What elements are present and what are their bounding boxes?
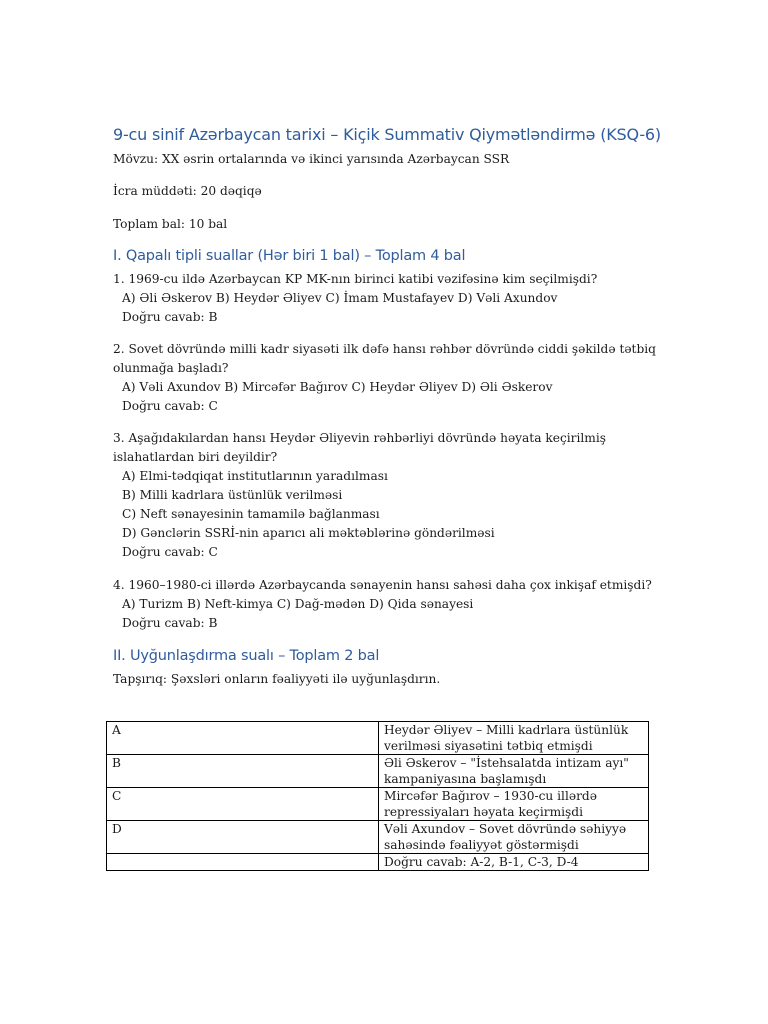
table-cell-right xyxy=(379,722,649,755)
table-cell-right xyxy=(379,821,649,854)
q3-option-b: B) Milli kadrlara üstünlük verilməsi xyxy=(122,488,343,502)
duration-line: İcra müddəti: 20 dəqiqə xyxy=(113,184,262,198)
table-cell-right xyxy=(379,788,649,821)
cell-line: kampaniyasına başlamışdı xyxy=(384,772,547,786)
table-row xyxy=(107,788,649,821)
table-row xyxy=(107,722,649,755)
q2-options: A) Vəli Axundov B) Mircəfər Bağırov C) Heydər Əliyev D) Əli Əskerov xyxy=(122,380,553,394)
q4-options: A) Turizm B) Neft-kimya C) Dağ-mədən D) Qida sənayesi xyxy=(122,597,474,611)
matching-task: Tapşırıq: Şəxsləri onların fəaliyyəti ilə uyğunlaşdırın. xyxy=(113,672,441,686)
q2-question-line2: olunmağa başladı? xyxy=(113,361,229,375)
cell-line: Heydər Əliyev – Milli kadrlara üstünlük xyxy=(384,723,629,737)
q1-question: 1. 1969-cu ildə Azərbaycan KP MK-nın birinci katibi vəzifəsinə kim seçilmişdi? xyxy=(113,272,598,286)
table-cell-left: A xyxy=(107,722,379,755)
table-cell-right xyxy=(379,755,649,788)
table-row-answer xyxy=(107,854,649,871)
total-score-line: Toplam bal: 10 bal xyxy=(113,217,228,231)
table-row xyxy=(107,821,649,854)
cell-line: Vəli Axundov – Sovet dövründə səhiyyə xyxy=(384,822,627,836)
q3-answer: Doğru cavab: C xyxy=(122,545,218,559)
table-cell-left: D xyxy=(107,821,379,854)
q1-answer: Doğru cavab: B xyxy=(122,310,218,324)
q4-question: 4. 1960–1980-ci illərdə Azərbaycanda sənayenin hansı sahəsi daha çox inkişaf etmişdi? xyxy=(113,578,652,592)
section2-heading: II. Uyğunlaşdırma sualı – Toplam 2 bal xyxy=(113,648,380,664)
table-cell-left: B xyxy=(107,755,379,788)
topic-line: Mövzu: XX əsrin ortalarında və ikinci yarısında Azərbaycan SSR xyxy=(113,152,510,166)
q3-question-line1: 3. Aşağıdakılardan hansı Heydər Əliyevin rəhbərliyi dövründə həyata keçirilmiş xyxy=(113,431,606,445)
cell-line: sahəsində fəaliyyət göstərmişdi xyxy=(384,838,579,852)
section1-heading: I. Qapalı tipli suallar (Hər biri 1 bal) – Toplam 4 bal xyxy=(113,248,466,264)
q3-option-d: D) Gənclərin SSRİ-nin aparıcı ali məktəblərinə göndərilməsi xyxy=(122,526,495,540)
q2-answer: Doğru cavab: C xyxy=(122,399,218,413)
q1-options: A) Əli Əskerov B) Heydər Əliyev C) İmam Mustafayev D) Vəli Axundov xyxy=(122,291,558,305)
matching-table xyxy=(106,721,649,871)
cell-line: repressiyaları həyata keçirmişdi xyxy=(384,805,584,819)
table-row xyxy=(107,755,649,788)
table-cell-left-empty xyxy=(107,854,379,871)
q2-question-line1: 2. Sovet dövründə milli kadr siyasəti ilk dəfə hansı rəhbər dövründə ciddi şəkildə tətbiq xyxy=(113,342,656,356)
matching-answer: Doğru cavab: A-2, B-1, C-3, D-4 xyxy=(379,854,649,871)
q3-option-a: A) Elmi-tədqiqat institutlarının yaradılması xyxy=(122,469,388,483)
page-title: 9-cu sinif Azərbaycan tarixi – Kiçik Summativ Qiymətləndirmə (KSQ-6) xyxy=(113,125,661,144)
cell-line: Əli Əskerov – "İstehsalatda intizam ayı" xyxy=(384,756,629,770)
q4-answer: Doğru cavab: B xyxy=(122,616,218,630)
table-cell-left: C xyxy=(107,788,379,821)
cell-line: Mircəfər Bağırov – 1930-cu illərdə xyxy=(384,789,597,803)
q3-question-line2: islahatlardan biri deyildir? xyxy=(113,450,278,464)
q3-option-c: C) Neft sənayesinin tamamilə bağlanması xyxy=(122,507,380,521)
cell-line: verilməsi siyasətini tətbiq etmişdi xyxy=(384,739,593,753)
